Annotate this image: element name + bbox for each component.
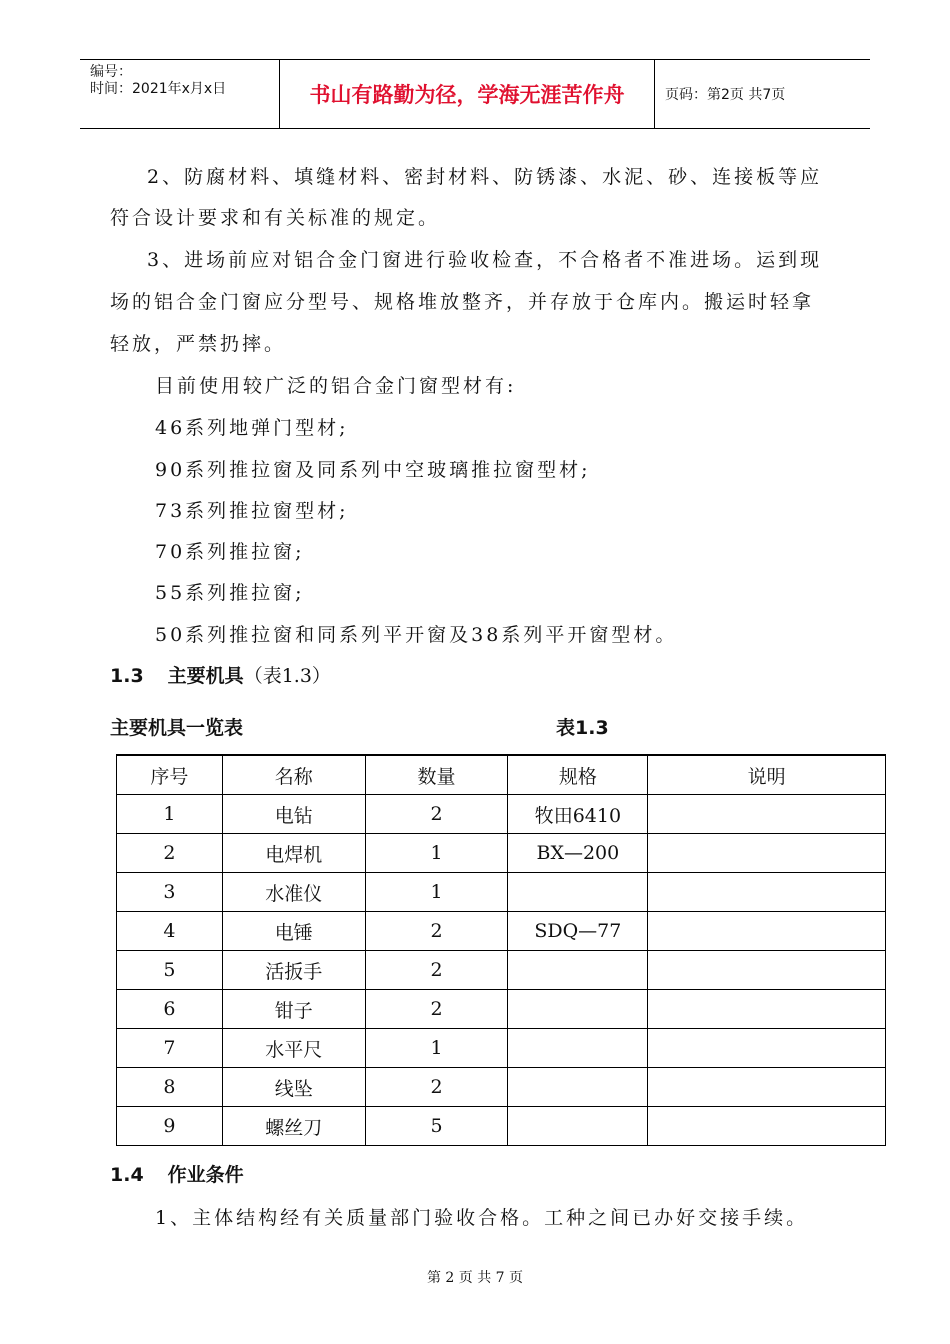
cell-quantity: 2: [365, 990, 508, 1029]
cell-spec: [508, 1107, 648, 1146]
code-label: 编号：: [90, 64, 132, 80]
cell-note: [648, 912, 886, 951]
cell-index: 5: [117, 951, 223, 990]
section-number: 1.4: [110, 1164, 144, 1186]
date-label: 时间：2021年x月x日: [90, 81, 227, 97]
cell-note: [648, 1068, 886, 1107]
table-row: [117, 1029, 886, 1068]
section-1-4-heading: [110, 1160, 244, 1187]
paragraph-3-line-2: 场的铝合金门窗应分型号、规格堆放整齐，并存放于仓库内。搬运时轻拿: [110, 291, 815, 313]
table-row: [117, 795, 886, 834]
section-1-3-heading: [110, 661, 331, 688]
header-cell-index: 序号: [117, 755, 223, 795]
header-page-info: 页码：第2页 共7页: [665, 87, 786, 103]
paragraph-2-line-1: 2、防腐材料、填缝材料、密封材料、防锈漆、水泥、砂、连接板等应: [147, 166, 823, 188]
header-cell-note: 说明: [648, 755, 886, 795]
table-row: [117, 1068, 886, 1107]
cell-spec: SDQ—77: [508, 912, 648, 951]
cell-note: [648, 1107, 886, 1146]
paragraph-3-line-3: 轻放，严禁扔摔。: [110, 333, 287, 355]
cell-quantity: 5: [365, 1107, 508, 1146]
profile-item: 70系列推拉窗;: [155, 541, 305, 563]
header-cell-name: 名称: [222, 755, 365, 795]
profiles-intro: 目前使用较广泛的铝合金门窗型材有:: [155, 375, 517, 397]
section-title: 作业条件: [167, 1164, 244, 1186]
cell-name: 螺丝刀: [222, 1107, 365, 1146]
cell-name: 电钻: [222, 795, 365, 834]
header-meta: [80, 60, 280, 128]
cell-index: 4: [117, 912, 223, 951]
profile-item: 50系列推拉窗和同系列平开窗及38系列平开窗型材。: [155, 624, 678, 646]
profile-item: 46系列地弹门型材;: [155, 417, 349, 439]
cell-quantity: 1: [365, 834, 508, 873]
table-header-row: [117, 755, 886, 795]
page-footer: 第 2 页 共 7 页: [426, 1270, 524, 1286]
machinery-table: [116, 754, 886, 1146]
cell-index: 7: [117, 1029, 223, 1068]
cell-index: 6: [117, 990, 223, 1029]
cell-spec: [508, 1068, 648, 1107]
cell-spec: [508, 1029, 648, 1068]
cell-quantity: 2: [365, 951, 508, 990]
header-cell-spec: 规格: [508, 755, 648, 795]
cell-note: [648, 795, 886, 834]
cell-spec: [508, 951, 648, 990]
table-label: 表1.3: [556, 717, 609, 739]
cell-index: 1: [117, 795, 223, 834]
profile-item: 55系列推拉窗;: [155, 582, 305, 604]
table-row: [117, 990, 886, 1029]
table-row: [117, 834, 886, 873]
section-ref: （表1.3）: [243, 665, 331, 687]
header-cell-quantity: 数量: [365, 755, 508, 795]
cell-index: 9: [117, 1107, 223, 1146]
cell-quantity: 2: [365, 912, 508, 951]
cell-name: 线坠: [222, 1068, 365, 1107]
table-caption: 主要机具一览表: [110, 717, 244, 739]
header-motto: 书山有路勤为径，学海无涯苦作舟: [280, 60, 655, 128]
cell-note: [648, 990, 886, 1029]
cell-name: 水平尺: [222, 1029, 365, 1068]
cell-note: [648, 1029, 886, 1068]
cell-index: 8: [117, 1068, 223, 1107]
section-number: 1.3: [110, 665, 144, 687]
cell-note: [648, 873, 886, 912]
cell-index: 3: [117, 873, 223, 912]
cell-index: 2: [117, 834, 223, 873]
cell-spec: BX—200: [508, 834, 648, 873]
table-row: [117, 873, 886, 912]
cell-name: 钳子: [222, 990, 365, 1029]
table-row: [117, 1107, 886, 1146]
cell-spec: [508, 990, 648, 1029]
cell-quantity: 2: [365, 795, 508, 834]
paragraph-3-line-1: 3、进场前应对铝合金门窗进行验收检查，不合格者不准进场。运到现: [147, 249, 823, 271]
cell-name: 水准仪: [222, 873, 365, 912]
profile-item: 90系列推拉窗及同系列中空玻璃推拉窗型材;: [155, 459, 591, 481]
cell-quantity: 1: [365, 873, 508, 912]
paragraph-2-line-2: 符合设计要求和有关标准的规定。: [110, 207, 441, 229]
cell-quantity: 2: [365, 1068, 508, 1107]
cell-spec: 牧田6410: [508, 795, 648, 834]
cell-name: 活扳手: [222, 951, 365, 990]
table-row: [117, 912, 886, 951]
cell-spec: [508, 873, 648, 912]
cell-note: [648, 951, 886, 990]
cell-name: 电锤: [222, 912, 365, 951]
page-header: [80, 59, 870, 129]
section-1-4-paragraph-1: 1、主体结构经有关质量部门验收合格。工种之间已办好交接手续。: [155, 1207, 809, 1229]
cell-name: 电焊机: [222, 834, 365, 873]
profile-item: 73系列推拉窗型材;: [155, 500, 349, 522]
table-row: [117, 951, 886, 990]
cell-quantity: 1: [365, 1029, 508, 1068]
cell-note: [648, 834, 886, 873]
section-title: 主要机具: [167, 665, 244, 687]
